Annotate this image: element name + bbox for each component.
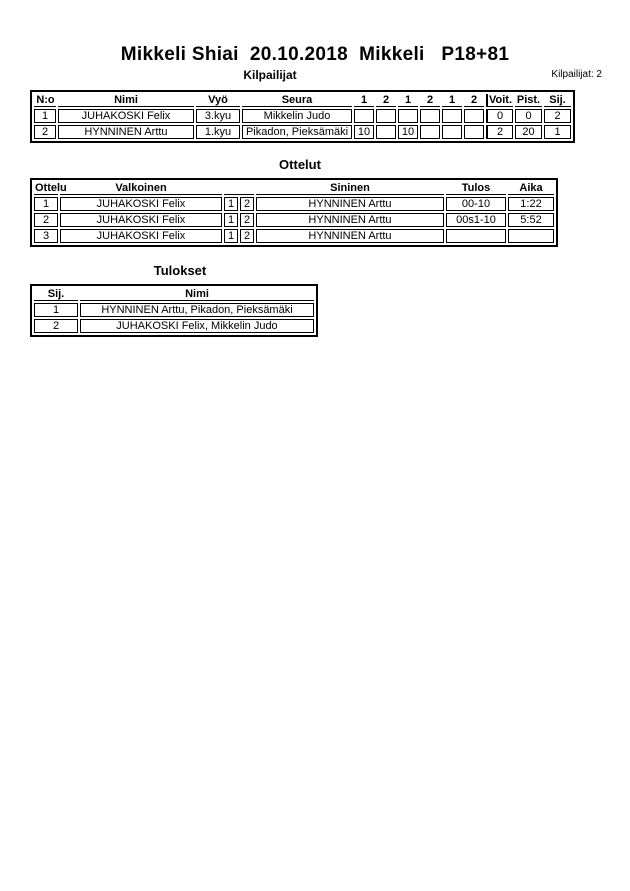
match-number-cell: 2 xyxy=(34,213,58,227)
points-cell: 20 xyxy=(515,125,542,139)
white-player-cell: JUHAKOSKI Felix xyxy=(60,229,222,243)
score-cell xyxy=(420,125,440,139)
col-header-club: Seura xyxy=(242,94,352,107)
match-row xyxy=(34,229,554,243)
score-cell: 10 xyxy=(398,125,418,139)
blue-number-cell: 2 xyxy=(240,213,254,227)
col-header-score-1: 1 xyxy=(354,94,374,107)
match-number-cell: 3 xyxy=(34,229,58,243)
white-number-cell: 1 xyxy=(224,197,238,211)
competitor-number-cell: 2 xyxy=(34,125,56,139)
score-cell: 10 xyxy=(354,125,374,139)
score-cell xyxy=(354,109,374,123)
competitor-row xyxy=(34,125,571,139)
score-cell xyxy=(442,109,462,123)
col-header-place: Sij. xyxy=(34,288,78,301)
competitors-header-row xyxy=(34,94,571,107)
competitor-name-cell: HYNNINEN Arttu xyxy=(58,125,194,139)
score-cell xyxy=(442,125,462,139)
result-name-cell: JUHAKOSKI Felix, Mikkelin Judo xyxy=(80,319,314,333)
score-cell xyxy=(376,125,396,139)
matches-header-row xyxy=(34,182,554,195)
blue-number-cell: 2 xyxy=(240,197,254,211)
section-heading-competitors: Kilpailijat xyxy=(243,68,297,82)
col-header-result-name: Nimi xyxy=(80,288,314,301)
competitor-belt-cell: 1.kyu xyxy=(196,125,240,139)
result-place-cell: 1 xyxy=(34,303,78,317)
white-number-cell: 1 xyxy=(224,213,238,227)
match-row xyxy=(34,197,554,211)
results-table xyxy=(30,284,318,337)
col-header-name: Nimi xyxy=(58,94,194,107)
results-header-row xyxy=(34,288,314,301)
competitor-belt-cell: 3.kyu xyxy=(196,109,240,123)
white-number-cell: 1 xyxy=(224,229,238,243)
col-header-wins: Voit. xyxy=(486,94,513,107)
col-header-blue: Sininen xyxy=(256,182,444,195)
score-cell xyxy=(376,109,396,123)
competitor-name-cell: JUHAKOSKI Felix xyxy=(58,109,194,123)
result-cell xyxy=(446,229,506,243)
competitors-count-label: Kilpailijat: 2 xyxy=(551,69,602,80)
section-heading-matches: Ottelut xyxy=(279,157,321,172)
competitor-number-cell: 1 xyxy=(34,109,56,123)
white-player-cell: JUHAKOSKI Felix xyxy=(60,213,222,227)
blue-number-cell: 2 xyxy=(240,229,254,243)
col-header-place: Sij. xyxy=(544,94,571,107)
wins-cell: 0 xyxy=(486,109,513,123)
col-header-score-5: 1 xyxy=(442,94,462,107)
blue-player-cell: HYNNINEN Arttu xyxy=(256,197,444,211)
col-header-spacer xyxy=(224,182,254,195)
blue-player-cell: HYNNINEN Arttu xyxy=(256,229,444,243)
score-cell xyxy=(420,109,440,123)
result-row xyxy=(34,303,314,317)
competitor-row xyxy=(34,109,571,123)
blue-player-cell: HYNNINEN Arttu xyxy=(256,213,444,227)
col-header-match-no: Ottelu xyxy=(35,182,67,194)
white-player-cell: JUHAKOSKI Felix xyxy=(60,197,222,211)
result-row xyxy=(34,319,314,333)
col-header-no: N:o xyxy=(34,94,56,107)
result-place-cell: 2 xyxy=(34,319,78,333)
col-header-points: Pist. xyxy=(516,94,541,106)
col-header-score-6: 2 xyxy=(464,94,484,107)
section-heading-results: Tulokset xyxy=(153,263,207,278)
page-title: Mikkeli Shiai 20.10.2018 Mikkeli P18+81 xyxy=(120,44,510,65)
matches-table xyxy=(30,178,558,247)
score-cell xyxy=(464,125,484,139)
competitor-club-cell: Mikkelin Judo xyxy=(242,109,352,123)
col-header-score-4: 2 xyxy=(420,94,440,107)
col-header-result: Tulos xyxy=(446,182,506,195)
score-cell xyxy=(398,109,418,123)
match-number-cell: 1 xyxy=(34,197,58,211)
col-header-belt: Vyö xyxy=(196,94,240,107)
place-cell: 2 xyxy=(544,109,571,123)
wins-cell: 2 xyxy=(486,125,513,139)
result-cell: 00-10 xyxy=(446,197,506,211)
competitor-club-cell: Pikadon, Pieksämäki xyxy=(242,125,352,139)
score-cell xyxy=(464,109,484,123)
result-cell: 00s1-10 xyxy=(446,213,506,227)
time-cell: 5:52 xyxy=(508,213,554,227)
time-cell: 1:22 xyxy=(508,197,554,211)
competitors-table xyxy=(30,90,575,143)
match-row xyxy=(34,213,554,227)
col-header-time: Aika xyxy=(508,182,554,195)
result-name-cell: HYNNINEN Arttu, Pikadon, Pieksämäki xyxy=(80,303,314,317)
col-header-score-3: 1 xyxy=(398,94,418,107)
time-cell xyxy=(508,229,554,243)
place-cell: 1 xyxy=(544,125,571,139)
points-cell: 0 xyxy=(515,109,542,123)
col-header-score-2: 2 xyxy=(376,94,396,107)
col-header-white: Valkoinen xyxy=(60,182,222,195)
